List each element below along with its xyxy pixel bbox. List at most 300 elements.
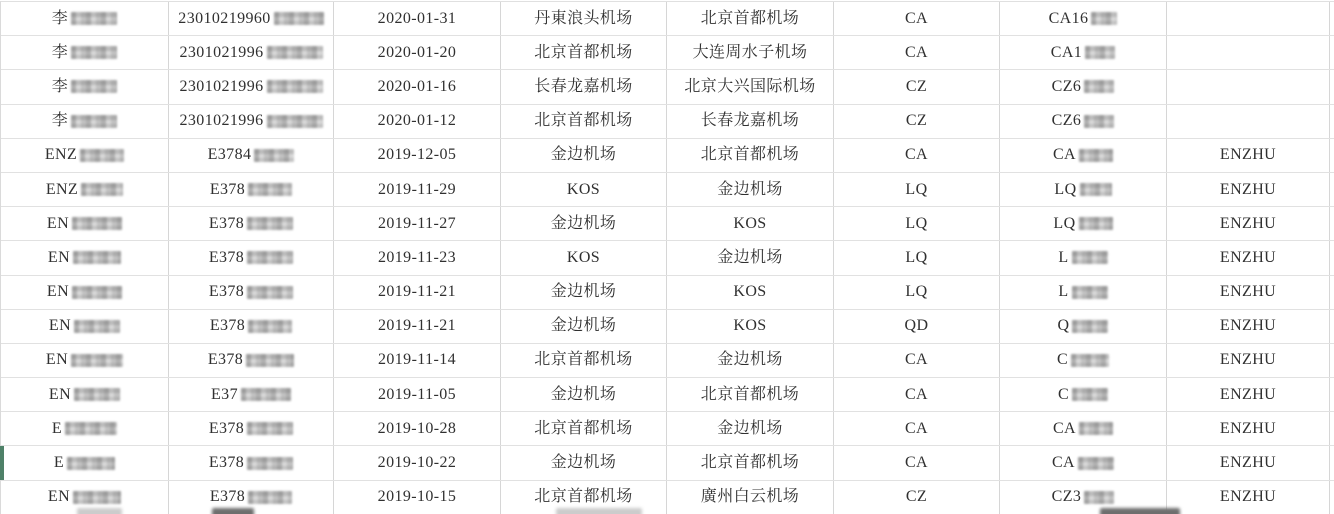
cell-text: 金边机场 (550, 146, 617, 164)
redacted-mosaic (1071, 354, 1109, 367)
next-column-sliver (1330, 412, 1334, 445)
cell-text: E378 (208, 454, 245, 472)
cell-text: 23010219960 (178, 9, 271, 27)
next-column-sliver (1330, 310, 1334, 343)
cell-text: LQ (905, 248, 928, 266)
cell-text: 2019-11-29 (377, 180, 457, 198)
redacted-mosaic (71, 80, 117, 93)
next-column-sliver (1330, 173, 1334, 206)
table-row (1, 70, 1334, 104)
next-column-sliver (1330, 70, 1334, 103)
cell-flight-date[interactable] (334, 241, 501, 274)
redacted-mosaic (1072, 388, 1108, 401)
cell-passenger-name[interactable] (1, 173, 169, 206)
cell-text: CA (904, 43, 929, 61)
cell-text: 2019-11-27 (377, 214, 457, 232)
cell-name-pinyin[interactable] (1167, 412, 1330, 445)
cell-text: 北京首都机场 (534, 351, 633, 369)
cell-passenger-name[interactable] (1, 2, 169, 35)
cell-arrival-airport[interactable] (667, 310, 834, 343)
cell-text: 2301021996 (179, 43, 264, 61)
cell-text: 长春龙嘉机场 (700, 112, 800, 130)
cell-name-pinyin[interactable] (1167, 310, 1330, 343)
cell-arrival-airport[interactable] (667, 207, 834, 240)
redacted-mosaic (248, 320, 292, 333)
redacted-mosaic (1072, 286, 1108, 299)
cell-passenger-name[interactable] (1, 446, 169, 479)
cell-text: 2020-01-12 (377, 112, 457, 130)
cell-text: ENZHU (1219, 454, 1277, 472)
cell-arrival-airport[interactable] (667, 2, 834, 35)
redacted-mosaic (1078, 457, 1114, 470)
cell-text: CA (1051, 454, 1076, 472)
cell-text: CA (904, 385, 929, 403)
cell-airline-code[interactable] (834, 139, 1000, 172)
cell-name-pinyin[interactable] (1167, 70, 1330, 103)
table-row (1, 446, 1334, 480)
cell-flight-date[interactable] (334, 70, 501, 103)
next-column-sliver (1330, 276, 1334, 309)
cell-text: 2019-11-21 (377, 317, 457, 335)
cell-airline-code[interactable] (834, 173, 1000, 206)
cell-id-number[interactable] (169, 412, 334, 445)
cell-flight-date[interactable] (334, 378, 501, 411)
cell-departure-airport[interactable] (501, 173, 667, 206)
redacted-mosaic (246, 354, 294, 367)
cell-id-number[interactable] (169, 241, 334, 274)
redacted-mosaic (71, 12, 117, 25)
table-row (1, 207, 1334, 241)
cell-airline-code[interactable] (834, 481, 1000, 514)
cell-flight-date[interactable] (334, 446, 501, 479)
cell-text: C (1057, 385, 1070, 403)
cell-passenger-name[interactable] (1, 105, 169, 138)
redacted-mosaic (1084, 491, 1114, 504)
redacted-mosaic (1084, 115, 1114, 128)
cell-text: EN (48, 385, 72, 403)
cell-text: LQ (1053, 214, 1076, 232)
cell-departure-airport[interactable] (501, 105, 667, 138)
redacted-mosaic (1085, 46, 1115, 59)
cell-airline-code[interactable] (834, 446, 1000, 479)
cell-departure-airport[interactable] (501, 412, 667, 445)
next-column-sliver (1330, 2, 1334, 35)
redacted-mosaic (72, 217, 122, 230)
redacted-mosaic (67, 457, 115, 470)
cell-text: 2019-12-05 (377, 146, 457, 164)
cell-flight-number[interactable] (1000, 2, 1167, 35)
cell-text: 2019-10-22 (377, 454, 457, 472)
cell-text: 北京首都机场 (700, 146, 800, 164)
cell-text: 北京首都机场 (700, 454, 800, 472)
cell-text: C (1056, 351, 1069, 369)
cell-arrival-airport[interactable] (667, 446, 834, 479)
cell-text: E378 (208, 214, 245, 232)
next-column-sliver (1330, 378, 1334, 411)
cell-text: E378 (209, 488, 246, 506)
cell-flight-number[interactable] (1000, 70, 1167, 103)
cell-text: CZ (905, 112, 928, 130)
cell-text: CZ3 (1051, 488, 1082, 506)
cell-airline-code[interactable] (834, 36, 1000, 69)
redacted-mosaic (74, 320, 120, 333)
cell-text: CA (904, 351, 929, 369)
cell-text: 2301021996 (179, 77, 264, 95)
cell-id-number[interactable] (169, 344, 334, 377)
cell-text: EN (47, 488, 71, 506)
cell-name-pinyin[interactable] (1167, 378, 1330, 411)
table-row (1, 378, 1334, 412)
cell-passenger-name[interactable] (1, 378, 169, 411)
cell-arrival-airport[interactable] (667, 378, 834, 411)
cell-id-number[interactable] (169, 378, 334, 411)
cell-id-number[interactable] (169, 276, 334, 309)
cell-text: ENZ (44, 146, 78, 164)
redacted-mosaic (247, 457, 293, 470)
redacted-mosaic (71, 46, 117, 59)
row-selection-indicator (0, 446, 4, 480)
cell-text: ENZHU (1219, 317, 1277, 335)
cell-airline-code[interactable] (834, 2, 1000, 35)
redacted-mosaic (267, 46, 323, 59)
cell-departure-airport[interactable] (501, 36, 667, 69)
cell-text: ENZHU (1219, 488, 1277, 506)
cell-id-number[interactable] (169, 36, 334, 69)
redacted-mosaic (267, 115, 323, 128)
cell-name-pinyin[interactable] (1167, 207, 1330, 240)
cell-flight-date[interactable] (334, 276, 501, 309)
cell-text: 北京首都机场 (700, 385, 800, 403)
table-row (1, 105, 1334, 139)
cell-text: 金边机场 (717, 419, 783, 437)
cell-airline-code[interactable] (834, 344, 1000, 377)
cell-passenger-name[interactable] (1, 276, 169, 309)
cell-text: 北京首都机场 (700, 9, 800, 27)
table-row (1, 276, 1334, 310)
cell-text: ENZHU (1219, 419, 1277, 437)
cell-text: LQ (905, 180, 928, 198)
cell-airline-code[interactable] (834, 105, 1000, 138)
next-column-sliver (1330, 36, 1334, 69)
cell-name-pinyin[interactable] (1167, 36, 1330, 69)
cell-flight-date[interactable] (334, 173, 501, 206)
cell-text: 金边机场 (717, 351, 783, 369)
cell-arrival-airport[interactable] (667, 36, 834, 69)
cell-text: LQ (905, 283, 928, 301)
cell-text: KOS (566, 248, 601, 266)
cell-flight-number[interactable] (1000, 344, 1167, 377)
cell-text: L (1058, 248, 1069, 266)
cell-flight-date[interactable] (334, 344, 501, 377)
redacted-mosaic (247, 251, 293, 264)
cell-text: 2019-11-05 (377, 385, 457, 403)
cell-airline-code[interactable] (834, 310, 1000, 343)
cell-text: EN (46, 214, 70, 232)
cell-id-number[interactable] (169, 2, 334, 35)
redacted-blob (556, 508, 642, 514)
redacted-mosaic (254, 149, 294, 162)
cell-flight-number[interactable] (1000, 241, 1167, 274)
cell-text: CZ (905, 488, 928, 506)
cell-arrival-airport[interactable] (667, 344, 834, 377)
redacted-blob (77, 508, 122, 514)
cell-text: 2019-11-21 (377, 283, 457, 301)
redacted-mosaic (247, 286, 293, 299)
next-column-sliver (1330, 105, 1334, 138)
cell-text: CA1 (1050, 43, 1083, 61)
next-column-sliver (1330, 207, 1334, 240)
cell-id-number[interactable] (169, 446, 334, 479)
redacted-mosaic (1079, 422, 1113, 435)
cell-text: 2020-01-16 (377, 77, 457, 95)
redacted-mosaic (1072, 320, 1108, 333)
redacted-mosaic (248, 183, 292, 196)
cell-text: ENZHU (1219, 385, 1277, 403)
cell-text: QD (904, 317, 929, 335)
next-column-sliver (1330, 139, 1334, 172)
cell-arrival-airport[interactable] (667, 481, 834, 514)
next-column-sliver (1330, 481, 1334, 514)
cell-departure-airport[interactable] (501, 2, 667, 35)
cell-text: E378 (207, 351, 244, 369)
cell-text: 长春龙嘉机场 (534, 77, 633, 95)
cell-text: EN (45, 351, 69, 369)
cell-id-number[interactable] (169, 139, 334, 172)
cell-arrival-airport[interactable] (667, 276, 834, 309)
cell-flight-number[interactable] (1000, 105, 1167, 138)
cell-text: E378 (208, 419, 245, 437)
cell-id-number[interactable] (169, 207, 334, 240)
cell-airline-code[interactable] (834, 378, 1000, 411)
cell-text: 北京首都机场 (534, 488, 633, 506)
cell-text: 2019-10-15 (377, 488, 457, 506)
cell-flight-date[interactable] (334, 412, 501, 445)
cell-flight-date[interactable] (334, 36, 501, 69)
redacted-mosaic (1079, 217, 1113, 230)
cell-text: CZ6 (1051, 77, 1082, 95)
cell-passenger-name[interactable] (1, 241, 169, 274)
cell-flight-number[interactable] (1000, 276, 1167, 309)
cell-flight-number[interactable] (1000, 378, 1167, 411)
cell-name-pinyin[interactable] (1167, 241, 1330, 274)
redacted-mosaic (81, 183, 123, 196)
cell-text: ENZHU (1219, 351, 1277, 369)
cell-departure-airport[interactable] (501, 344, 667, 377)
cell-flight-number[interactable] (1000, 36, 1167, 69)
cell-text: 2019-11-23 (377, 248, 457, 266)
cell-flight-date[interactable] (334, 139, 501, 172)
cell-text: EN (47, 248, 71, 266)
flight-records-table (0, 1, 1334, 514)
cell-departure-airport[interactable] (501, 207, 667, 240)
cell-text: 金边机场 (550, 317, 617, 335)
redacted-mosaic (73, 251, 121, 264)
cell-departure-airport[interactable] (501, 310, 667, 343)
redacted-mosaic (1079, 149, 1113, 162)
cell-id-number[interactable] (169, 173, 334, 206)
cell-text: EN (48, 317, 72, 335)
cell-id-number[interactable] (169, 310, 334, 343)
cell-text: E3784 (207, 146, 252, 164)
cell-text: E378 (209, 317, 246, 335)
cell-text: CZ6 (1051, 112, 1082, 130)
cell-text: CA16 (1048, 9, 1089, 27)
cell-text: 李 (51, 9, 69, 27)
cell-departure-airport[interactable] (501, 139, 667, 172)
cell-flight-date[interactable] (334, 310, 501, 343)
cell-flight-number[interactable] (1000, 412, 1167, 445)
cell-text: KOS (566, 180, 601, 198)
cell-name-pinyin[interactable] (1167, 2, 1330, 35)
cell-text: 2019-10-28 (377, 419, 457, 437)
table-row (1, 139, 1334, 173)
cell-departure-airport[interactable] (501, 241, 667, 274)
redacted-mosaic (247, 217, 293, 230)
cell-name-pinyin[interactable] (1167, 276, 1330, 309)
cell-arrival-airport[interactable] (667, 241, 834, 274)
cell-flight-number[interactable] (1000, 446, 1167, 479)
redacted-mosaic (248, 491, 292, 504)
redacted-mosaic (74, 388, 120, 401)
cell-text: 廣州白云机场 (700, 488, 800, 506)
cell-departure-airport[interactable] (501, 276, 667, 309)
cell-text: 2020-01-20 (377, 43, 457, 61)
cell-passenger-name[interactable] (1, 36, 169, 69)
cell-text: CA (1052, 419, 1077, 437)
cell-text: CZ (905, 77, 928, 95)
cell-text: 金边机场 (717, 180, 783, 198)
cell-text: 金边机场 (550, 454, 617, 472)
redacted-blob (1100, 508, 1180, 514)
cell-flight-date[interactable] (334, 207, 501, 240)
cell-text: 丹東浪头机场 (534, 9, 633, 27)
cell-passenger-name[interactable] (1, 412, 169, 445)
cell-flight-number[interactable] (1000, 173, 1167, 206)
cell-name-pinyin[interactable] (1167, 344, 1330, 377)
cell-flight-date[interactable] (334, 481, 501, 514)
cell-text: ENZHU (1219, 146, 1277, 164)
next-column-sliver (1330, 344, 1334, 377)
cell-text: 北京首都机场 (534, 419, 633, 437)
cell-text: 北京大兴国际机场 (684, 77, 816, 95)
cell-text: E378 (208, 283, 245, 301)
redacted-mosaic (1080, 183, 1112, 196)
redacted-mosaic (65, 422, 117, 435)
cell-text: ENZHU (1219, 180, 1277, 198)
cell-arrival-airport[interactable] (667, 70, 834, 103)
redacted-blob (212, 508, 254, 514)
table-row (1, 310, 1334, 344)
cell-flight-number[interactable] (1000, 310, 1167, 343)
cell-text: E378 (208, 248, 245, 266)
table-row (1, 344, 1334, 378)
cell-text: 2019-11-14 (377, 351, 457, 369)
cell-flight-number[interactable] (1000, 207, 1167, 240)
cell-text: CA (904, 454, 929, 472)
cell-text: 李 (51, 112, 69, 130)
cell-name-pinyin[interactable] (1167, 139, 1330, 172)
cell-text: 李 (51, 77, 69, 95)
cell-text: E (51, 419, 63, 437)
cell-text: 金边机场 (550, 283, 617, 301)
cell-departure-airport[interactable] (501, 378, 667, 411)
cell-departure-airport[interactable] (501, 70, 667, 103)
cell-name-pinyin[interactable] (1167, 173, 1330, 206)
cell-text: 大连周水子机场 (692, 43, 808, 61)
cell-text: 2301021996 (179, 112, 264, 130)
cell-text: 2020-01-31 (377, 9, 457, 27)
cell-airline-code[interactable] (834, 241, 1000, 274)
redacted-mosaic (274, 12, 324, 25)
cell-text: LQ (905, 214, 928, 232)
cell-id-number[interactable] (169, 105, 334, 138)
cell-text: KOS (733, 283, 767, 301)
cell-airline-code[interactable] (834, 70, 1000, 103)
cell-airline-code[interactable] (834, 276, 1000, 309)
cell-departure-airport[interactable] (501, 446, 667, 479)
cell-passenger-name[interactable] (1, 139, 169, 172)
table-row (1, 173, 1334, 207)
cell-name-pinyin[interactable] (1167, 105, 1330, 138)
cell-text: ENZ (45, 180, 79, 198)
cell-arrival-airport[interactable] (667, 412, 834, 445)
cell-text: EN (46, 283, 70, 301)
redacted-mosaic (71, 354, 123, 367)
redacted-mosaic (73, 491, 121, 504)
cell-text: ENZHU (1219, 283, 1277, 301)
table-row (1, 412, 1334, 446)
cell-text: CA (904, 419, 929, 437)
cell-passenger-name[interactable] (1, 207, 169, 240)
cell-passenger-name[interactable] (1, 344, 169, 377)
next-column-sliver (1330, 446, 1334, 479)
cell-arrival-airport[interactable] (667, 173, 834, 206)
redacted-mosaic (72, 286, 122, 299)
cell-text: KOS (733, 214, 767, 232)
cell-passenger-name[interactable] (1, 310, 169, 343)
cell-name-pinyin[interactable] (1167, 481, 1330, 514)
cell-id-number[interactable] (169, 70, 334, 103)
cell-flight-date[interactable] (334, 2, 501, 35)
cell-text: LQ (1054, 180, 1077, 198)
cell-text: 金边机场 (550, 214, 617, 232)
cell-arrival-airport[interactable] (667, 139, 834, 172)
redacted-mosaic (1072, 251, 1108, 264)
cell-text: 北京首都机场 (534, 43, 633, 61)
redacted-mosaic (80, 149, 124, 162)
cell-text: 北京首都机场 (534, 112, 633, 130)
cell-text: KOS (733, 317, 767, 335)
cell-text: E37 (211, 385, 238, 403)
table-row (1, 2, 1334, 36)
cell-arrival-airport[interactable] (667, 105, 834, 138)
cell-airline-code[interactable] (834, 207, 1000, 240)
cell-text: CA (1052, 146, 1077, 164)
cell-text: ENZHU (1219, 214, 1277, 232)
cell-flight-number[interactable] (1000, 139, 1167, 172)
cell-name-pinyin[interactable] (1167, 446, 1330, 479)
cell-text: ENZHU (1219, 248, 1277, 266)
cell-airline-code[interactable] (834, 412, 1000, 445)
next-column-sliver (1330, 241, 1334, 274)
redacted-mosaic (1091, 12, 1117, 25)
cell-text: 金边机场 (550, 385, 617, 403)
cell-text: E (53, 454, 65, 472)
redacted-mosaic (267, 80, 323, 93)
cell-passenger-name[interactable] (1, 70, 169, 103)
cell-flight-date[interactable] (334, 105, 501, 138)
table-row (1, 36, 1334, 70)
